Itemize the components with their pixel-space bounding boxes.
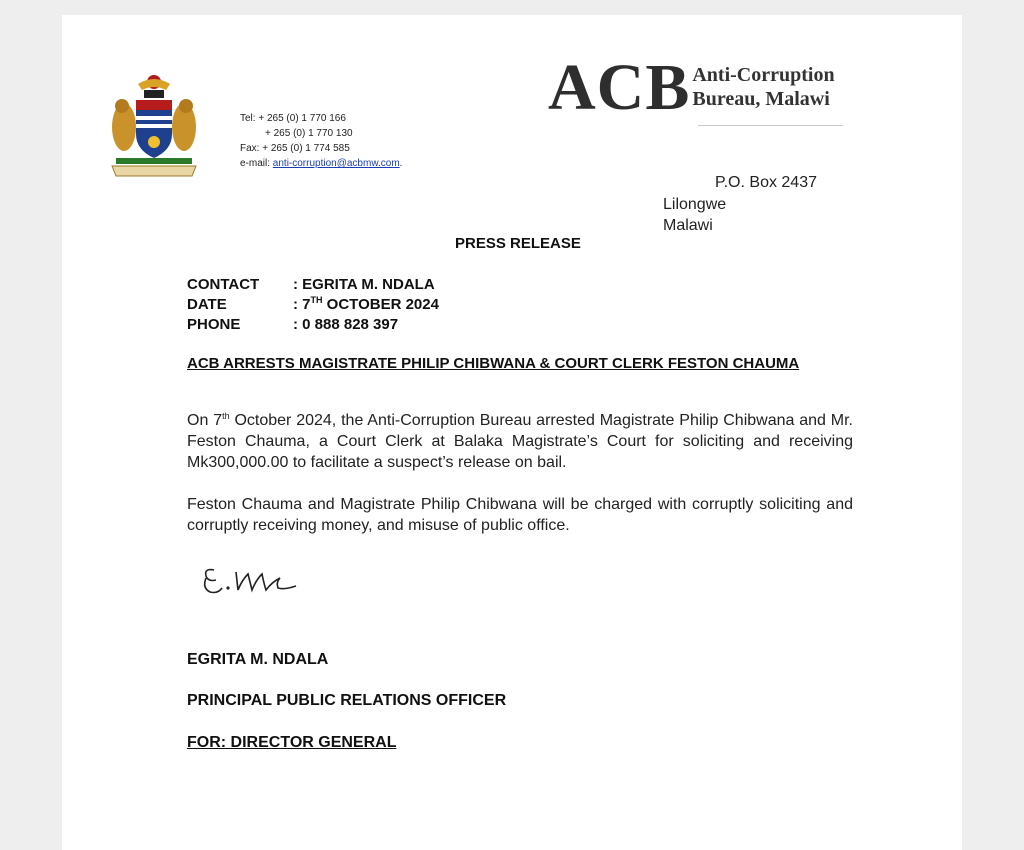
fax-number: Fax: + 265 (0) 1 774 585 [240, 143, 350, 154]
phone-label: PHONE [187, 316, 241, 333]
headline: ACB ARRESTS MAGISTRATE PHILIP CHIBWANA & COURT CLERK FESTON CHAUMA [187, 355, 800, 372]
paragraph-2: Feston Chauma and Magistrate Philip Chibwana will be charged with corruptly soliciting and corruptly receiving money, and misuse of public office. [187, 496, 853, 534]
handwritten-signature [200, 560, 310, 600]
email-link[interactable]: anti-corruption@acbmw.com [272, 158, 400, 169]
brand-line-1: Anti-Corruption [692, 64, 835, 86]
date-row [187, 295, 439, 315]
date-label: DATE [187, 296, 227, 313]
contact-label: CONTACT [187, 276, 260, 293]
email-suffix: . [399, 158, 403, 169]
acb-logo [548, 51, 835, 124]
brand-line-2: Bureau, Malawi [692, 88, 830, 110]
date-value [293, 295, 439, 315]
acb-full-name [692, 63, 834, 111]
paragraph-1-ordinal: th [222, 411, 230, 421]
address-po-box: P.O. Box 2437 [715, 174, 817, 191]
acb-abbreviation: ACB [548, 51, 691, 124]
address-city: Lilongwe [663, 196, 727, 213]
telephone-2: + 265 (0) 1 770 130 [265, 128, 353, 139]
contact-value: : EGRITA M. NDALA [293, 276, 435, 293]
signatory-position: PRINCIPAL PUBLIC RELATIONS OFFICER [187, 692, 507, 709]
contact-details [240, 111, 402, 171]
paragraph-1 [187, 410, 853, 473]
address-country: Malawi [663, 217, 713, 234]
paragraph-1-start: On 7 [187, 412, 223, 429]
logo-rule [698, 125, 843, 126]
email-label: e-mail: [240, 158, 273, 169]
paragraph-1-rest: October 2024, the Anti-Corruption Bureau arrested Magistrate Philip Chibwana and Mr. Feston Chauma, a Court Clerk at Balaka Magistrate’s Court for soliciting and receiving Mk300,000.00 to facilitate a suspect’s release on bail. [187, 412, 854, 471]
telephone-1: Tel: + 265 (0) 1 770 166 [240, 113, 346, 124]
phone-value: : 0 888 828 397 [293, 316, 399, 333]
press-release-title: PRESS RELEASE [455, 235, 581, 252]
date-month-year: OCTOBER 2024 [322, 296, 439, 313]
date-ordinal: TH [310, 295, 323, 305]
contact-row [187, 275, 439, 295]
signatory-on-behalf: FOR: DIRECTOR GENERAL [187, 734, 397, 751]
release-meta [187, 275, 439, 335]
date-day: : 7 [293, 296, 311, 313]
coat-of-arms-icon [108, 72, 200, 178]
phone-row [187, 315, 439, 335]
signatory-name: EGRITA M. NDALA [187, 651, 329, 668]
email-line [240, 156, 402, 171]
